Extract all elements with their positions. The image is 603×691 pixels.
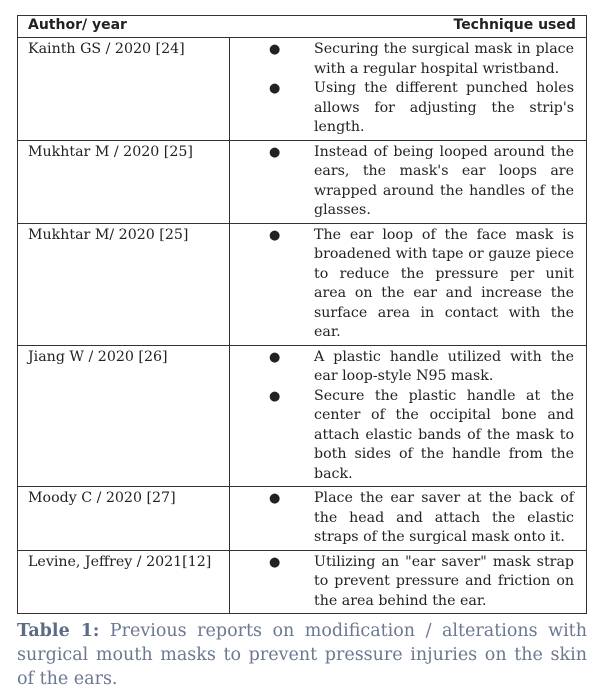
bullet-icon: ● [269,491,281,506]
technique-list [230,143,574,221]
table-header-row [18,16,587,38]
bullet-icon: ● [269,554,281,570]
technique-cell [230,140,587,223]
table-row [18,140,587,223]
bullet-icon: ● [269,227,281,243]
technique-list [230,226,574,343]
bullet-icon: ● [269,388,281,404]
technique-cell [230,223,587,345]
table-caption [17,619,587,691]
author-year-cell: Levine, Jeffrey / 2021[12] [18,550,230,614]
bullet-icon: ● [269,144,281,160]
author-year-cell: Moody C / 2020 [27] [18,487,230,551]
technique-text: Instead of being looped around the ears, the mask's ear loops are wrapped around the handles of the glasses. [314,143,574,218]
techniques-table [17,15,587,614]
technique-text: Using the different punched holes allows for adjusting the strip's length. [314,80,574,135]
technique-item [230,143,574,221]
bullet-icon: ● [269,42,281,57]
technique-item [230,226,574,343]
author-year-cell: Mukhtar M/ 2020 [25] [18,223,230,345]
technique-cell [230,487,587,551]
caption-label: Table 1: [17,621,100,641]
bullet-icon: ● [269,81,281,96]
technique-cell [230,38,587,141]
technique-cell [230,550,587,614]
technique-item [230,348,574,387]
technique-list [230,40,574,138]
bullet-icon: ● [269,349,281,365]
technique-list [230,348,574,485]
table-row [18,345,587,487]
technique-text: The ear loop of the face mask is broadened with tape or gauze piece to reduce the pressure per unit area on the ear and increase the surface area in contact with the ear. [314,226,574,340]
caption-text: Previous reports on modification / alterations with surgical mouth masks to prevent pressure injuries on the skin of the ears. [17,621,587,689]
author-year-cell: Kainth GS / 2020 [24] [18,38,230,141]
technique-item [230,79,574,138]
technique-text: A plastic handle utilized with the ear loop-style N95 mask. [314,348,574,384]
technique-item [230,553,574,612]
table-figure [17,15,587,691]
technique-text: Securing the surgical mask in place with a regular hospital wristband. [314,41,574,77]
technique-item [230,387,574,485]
technique-list [230,553,574,612]
table-body [18,38,587,614]
author-year-cell: Mukhtar M / 2020 [25] [18,140,230,223]
table-row [18,550,587,614]
technique-item [230,40,574,79]
author-year-cell: Jiang W / 2020 [26] [18,345,230,487]
technique-cell [230,345,587,487]
table-row [18,487,587,551]
technique-text: Secure the plastic handle at the center of the occipital bone and attach elastic bands of the mask to both sides of the handle from the back. [314,387,574,482]
header-technique-used: Technique used [230,16,587,38]
technique-item [230,489,574,548]
technique-text: Place the ear saver at the back of the head and attach the elastic straps of the surgical mask onto it. [314,490,574,545]
header-author-year: Author/ year [18,16,230,38]
table-row [18,223,587,345]
table-row [18,38,587,141]
technique-text: Utilizing an "ear saver" mask strap to prevent pressure and friction on the area behind the ear. [314,553,574,609]
technique-list [230,489,574,548]
